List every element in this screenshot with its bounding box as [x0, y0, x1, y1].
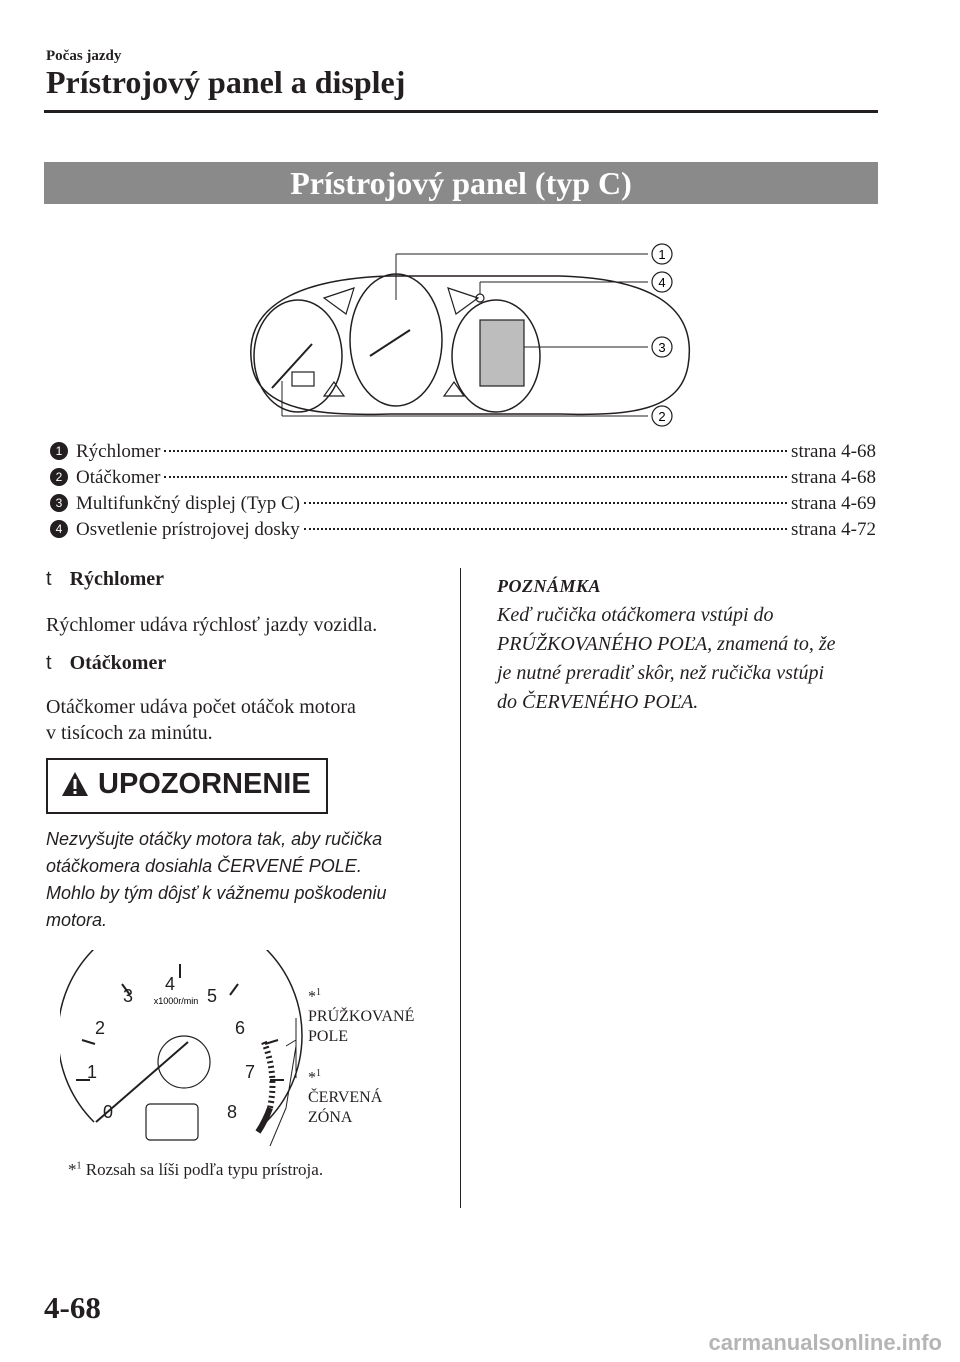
- header-divider: [44, 110, 878, 113]
- toc-item: 3 Multifunkčný displej (Typ C) strana 4-69: [50, 493, 876, 515]
- tachometer-heading: t Otáčkomer: [46, 652, 167, 674]
- right-triangle: [448, 288, 478, 314]
- svg-text:5: 5: [206, 986, 218, 1006]
- tachometer-text-line2: v tisícoch za minútu.: [46, 722, 213, 744]
- svg-text:7: 7: [244, 1062, 256, 1082]
- svg-text:8: 8: [226, 1102, 238, 1122]
- note-title: POZNÁMKA: [497, 576, 602, 596]
- column-divider: [460, 568, 461, 1208]
- svg-text:2: 2: [94, 1018, 106, 1038]
- cluster-outline: [251, 276, 690, 414]
- toc-item: 4 Osvetlenie prístrojovej dosky strana 4-72: [50, 519, 876, 541]
- watermark: carmanualsonline.info: [708, 1330, 942, 1355]
- speedometer-text: Rýchlomer udáva rýchlosť jazdy vozidla.: [46, 614, 378, 636]
- warning-icon: [60, 770, 90, 798]
- center-needle: [370, 330, 410, 356]
- svg-text:4: 4: [658, 275, 666, 290]
- svg-text:2: 2: [658, 409, 666, 424]
- red-zone-label: *$^1$ ČERVENÁ ZÓNA: [308, 1068, 383, 1127]
- tachometer-text-line1: Otáčkomer udáva počet otáčok motora: [46, 696, 356, 718]
- svg-text:0: 0: [102, 1102, 114, 1122]
- toc-item: 2 Otáčkomer strana 4-68: [50, 467, 876, 489]
- left-triangle: [324, 288, 354, 314]
- footnote: *$^1$ Rozsah sa líši podľa typu prístroja.: [68, 1160, 324, 1179]
- svg-text:3: 3: [658, 340, 666, 355]
- section-label: Počas jazdy: [46, 48, 122, 64]
- instrument-cluster-diagram: [230, 236, 710, 436]
- toc-item: 1 Rýchlomer strana 4-68: [50, 441, 876, 463]
- note-block: POZNÁMKA Keď ručička otáčkomera vstúpi do PRÚŽKOVANÉHO POĽA, znamená to, že je nutné preradiť skôr, než ručička vstúpi do ČERVENÉHO POĽA.: [497, 572, 877, 717]
- caution-text: Nezvyšujte otáčky motora tak, aby ručička otáčkomera dosiahla ČERVENÉ POLE. Mohlo by tým dôjsť k vážnemu poškodeniu motora.: [46, 829, 387, 930]
- svg-text:4: 4: [164, 974, 176, 994]
- multi-display: [480, 320, 524, 386]
- striped-zone: [264, 1042, 272, 1108]
- page-number: 4-68: [44, 1290, 101, 1325]
- red-zone: [258, 1108, 270, 1132]
- svg-text:x1000r/min: x1000r/min: [153, 996, 199, 1006]
- tach-display: [146, 1104, 198, 1140]
- caution-label: UPOZORNENIE: [98, 768, 311, 800]
- section-banner: Prístrojový panel (typ C): [44, 162, 878, 204]
- caution-box: [46, 758, 328, 814]
- left-gauge: [254, 300, 342, 412]
- striped-zone-label: *$^1$ PRÚŽKOVANÉ POLE: [308, 987, 415, 1046]
- speedometer-heading: t Rýchlomer: [46, 568, 164, 590]
- svg-text:3: 3: [122, 986, 134, 1006]
- svg-text:1: 1: [86, 1062, 98, 1082]
- left-gauge-display: [292, 372, 314, 386]
- svg-text:1: 1: [658, 247, 666, 262]
- svg-text:6: 6: [234, 1018, 246, 1038]
- page-title: Prístrojový panel a displej: [46, 64, 406, 100]
